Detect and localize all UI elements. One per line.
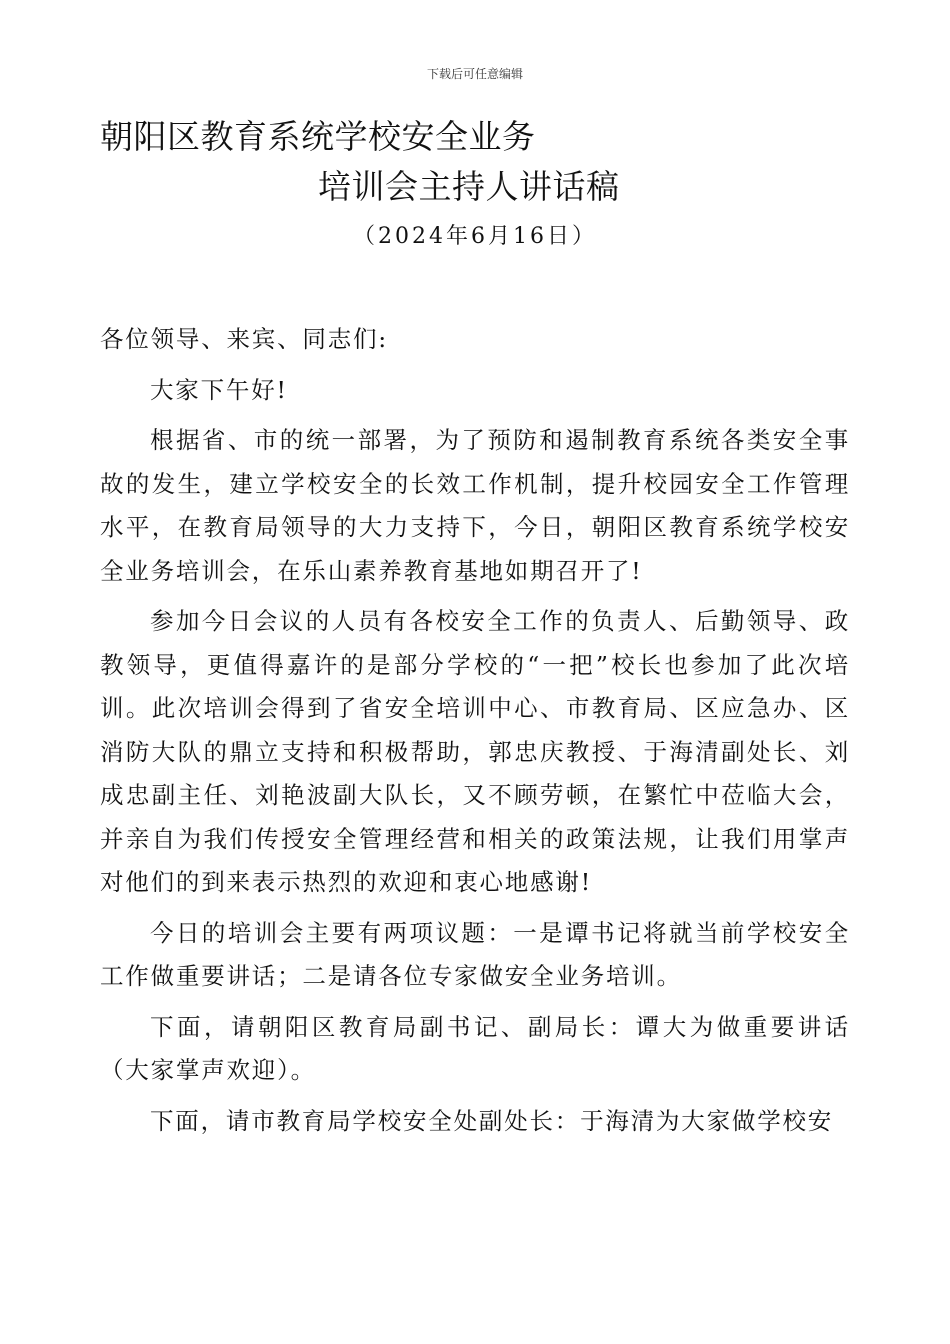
paragraph-second-speaker: 下面，请市教育局学校安全处副处长：于海清为大家做学校安 — [150, 1106, 834, 1135]
paragraph-greeting: 大家下午好! — [150, 375, 288, 404]
paragraph-first-speaker: 下面，请朝阳区教育局副书记、副局长：谭大为做重要讲话（大家掌声欢迎）。 — [100, 1012, 850, 1084]
paragraph-background: 根据省、市的统一部署，为了预防和遏制教育系统各类安全事故的发生，建立学校安全的长效工作机制，提升校园安全工作管理水平，在教育局领导的大力支持下，今日，朝阳区教育系统学校安全业务培训会，在乐山素养教育基地如期召开了! — [100, 426, 850, 585]
paragraph-agenda: 今日的培训会主要有两项议题：一是谭书记将就当前学校安全工作做重要讲话；二是请各位专家做安全业务培训。 — [100, 918, 850, 990]
paragraph-attendees: 参加今日会议的人员有各校安全工作的负责人、后勤领导、政教领导，更值得嘉许的是部分学校的“一把”校长也参加了此次培训。此次培训会得到了省安全培训中心、市教育局、区应急办、区消防大队的鼎立支持和积极帮助，郭忠庆教授、于海清副处长、刘成忠副主任、刘艳波副大队长，又不顾劳顿，在繁忙中莅临大会，并亲自为我们传授安全管理经营和相关的政策法规，让我们用掌声对他们的到来表示热烈的欢迎和衷心地感谢! — [100, 607, 850, 896]
document-date: （2024年6月16日） — [353, 224, 597, 249]
header-note: 下载后可任意编辑 — [426, 67, 523, 81]
document-title-line2: 培训会主持人讲话稿 — [318, 167, 620, 206]
salutation: 各位领导、来宾、同志们: — [100, 325, 389, 353]
document-title-line1: 朝阳区教育系统学校安全业务 — [100, 117, 536, 156]
document-body — [100, 318, 850, 1143]
